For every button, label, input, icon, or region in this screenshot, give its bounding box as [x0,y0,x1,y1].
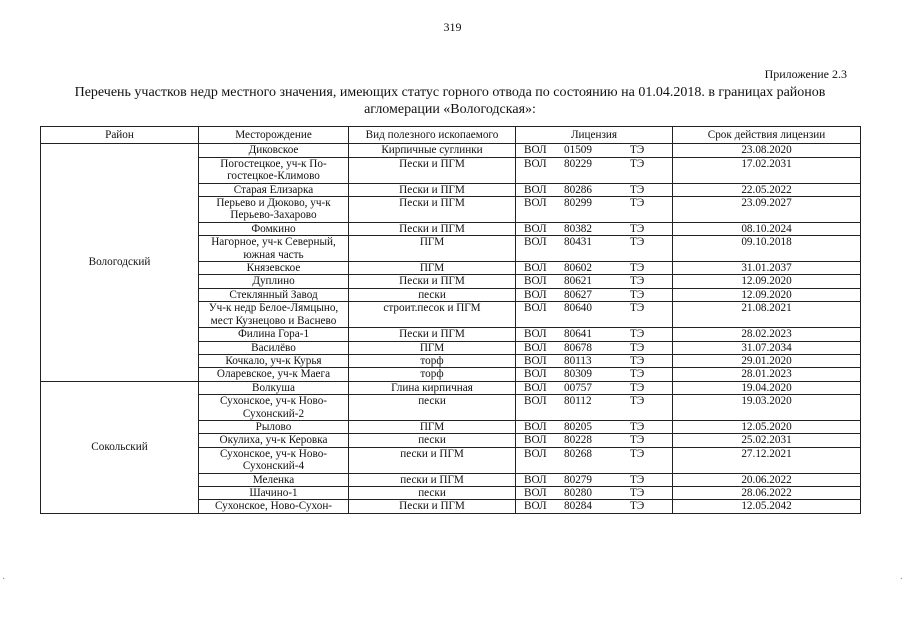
mineral-cell: Пески и ПГМ [349,183,516,196]
license-cell [516,447,673,473]
license-number: 00757 [564,381,592,394]
term-cell: 22.05.2022 [673,183,861,196]
license-cell [516,486,673,499]
license-cell [516,302,673,328]
term-cell: 19.03.2020 [673,395,861,421]
license-type: ТЭ [630,447,645,460]
term-cell: 29.01.2020 [673,354,861,367]
deposit-cell: Сухонское, Ново-Сухон- [199,500,349,513]
term-cell: 19.04.2020 [673,381,861,394]
license-series: ВОЛ [524,302,547,315]
appendix-label: Приложение 2.3 [764,67,847,81]
term-cell: 23.09.2027 [673,197,861,223]
deposit-cell: Перьево и Дюково, уч-к Перьево-Захарово [199,197,349,223]
term-cell: 17.02.2031 [673,157,861,183]
mineral-cell: ПГМ [349,236,516,262]
deposit-cell: Рылово [199,420,349,433]
deposit-cell: Старая Елизарка [199,183,349,196]
license-number: 80280 [564,486,592,499]
mineral-cell: Пески и ПГМ [349,500,516,513]
mineral-cell: Пески и ПГМ [349,222,516,235]
table-row [41,144,861,157]
license-series: ВОЛ [524,275,547,288]
term-cell: 12.05.2020 [673,420,861,433]
license-number: 80309 [564,368,592,381]
mineral-cell: пески [349,486,516,499]
term-cell: 08.10.2024 [673,222,861,235]
license-series: ВОЛ [524,236,547,249]
mineral-cell: Глина кирпичная [349,381,516,394]
header-term: Срок действия лицензии [673,127,861,144]
license-cell [516,368,673,381]
district-cell: Вологодский [41,144,199,381]
mineral-cell: пески [349,395,516,421]
license-type: ТЭ [630,395,645,408]
term-cell: 28.02.2023 [673,328,861,341]
deposit-cell: Князевское [199,262,349,275]
license-cell [516,381,673,394]
margin-mark-left: · [2,574,6,585]
deposit-cell: Филина Гора-1 [199,328,349,341]
license-series: ВОЛ [524,473,547,486]
table-header-row [41,127,861,144]
license-cell [516,395,673,421]
license-series: ВОЛ [524,328,547,341]
license-cell [516,197,673,223]
license-series: ВОЛ [524,341,547,354]
mineral-cell: строит.песок и ПГМ [349,302,516,328]
license-series: ВОЛ [524,420,547,433]
term-cell: 27.12.2021 [673,447,861,473]
term-cell: 12.09.2020 [673,275,861,288]
license-type: ТЭ [630,288,645,301]
license-number: 80382 [564,222,592,235]
license-number: 80205 [564,420,592,433]
term-cell: 20.06.2022 [673,473,861,486]
license-number: 80641 [564,328,592,341]
deposit-cell: Меленка [199,473,349,486]
license-number: 80268 [564,447,592,460]
license-number: 80431 [564,236,592,249]
table-body [41,144,861,513]
license-series: ВОЛ [524,262,547,275]
mineral-cell: Пески и ПГМ [349,275,516,288]
deposit-cell: Волкуша [199,381,349,394]
license-type: ТЭ [630,302,645,315]
license-series: ВОЛ [524,222,547,235]
license-cell [516,434,673,447]
mineral-cell: Пески и ПГМ [349,328,516,341]
deposit-cell: Фомкино [199,222,349,235]
license-type: ТЭ [630,341,645,354]
license-cell [516,500,673,513]
license-number: 80112 [564,395,592,408]
deposit-cell: Сухонское, уч-к Ново-Сухонский-2 [199,395,349,421]
deposit-cell: Нагорное, уч-к Северный, южная часть [199,236,349,262]
deposits-table [40,126,861,514]
license-type: ТЭ [630,473,645,486]
license-cell [516,288,673,301]
term-cell: 28.06.2022 [673,486,861,499]
license-number: 80678 [564,341,592,354]
license-type: ТЭ [630,420,645,433]
term-cell: 21.08.2021 [673,302,861,328]
term-cell: 23.08.2020 [673,144,861,157]
mineral-cell: торф [349,368,516,381]
term-cell: 31.07.2034 [673,341,861,354]
license-type: ТЭ [630,354,645,367]
license-series: ВОЛ [524,354,547,367]
license-type: ТЭ [630,157,645,170]
deposit-cell: Дуплино [199,275,349,288]
mineral-cell: пески и ПГМ [349,473,516,486]
license-type: ТЭ [630,368,645,381]
mineral-cell: пески [349,288,516,301]
license-number: 80113 [564,354,592,367]
term-cell: 12.05.2042 [673,500,861,513]
license-number: 80602 [564,262,592,275]
deposit-cell: Шачино-1 [199,486,349,499]
license-cell [516,354,673,367]
mineral-cell: ПГМ [349,420,516,433]
deposit-cell: Сухонское, уч-к Ново-Сухонский-4 [199,447,349,473]
license-type: ТЭ [630,381,645,394]
license-series: ВОЛ [524,500,547,513]
mineral-cell: торф [349,354,516,367]
deposit-cell: Стеклянный Завод [199,288,349,301]
license-type: ТЭ [630,434,645,447]
license-cell [516,262,673,275]
license-series: ВОЛ [524,144,547,157]
license-series: ВОЛ [524,288,547,301]
deposit-cell: Погостецкое, уч-к По-гостецкое-Климово [199,157,349,183]
license-series: ВОЛ [524,447,547,460]
table-row [41,381,861,394]
mineral-cell: Кирпичные суглинки [349,144,516,157]
license-cell [516,420,673,433]
license-number: 80627 [564,288,592,301]
license-type: ТЭ [630,275,645,288]
mineral-cell: пески [349,434,516,447]
license-series: ВОЛ [524,183,547,196]
header-license: Лицензия [516,127,673,144]
license-cell [516,222,673,235]
term-cell: 28.01.2023 [673,368,861,381]
header-district: Район [41,127,199,144]
deposit-cell: Оларевское, уч-к Маега [199,368,349,381]
document-title: Перечень участков недр местного значения, имеющих статус горного отвода по состоянию на 01.04.2018. в границах районов агломерации «Вологодская»: [74,85,826,117]
license-cell [516,473,673,486]
license-number: 80621 [564,275,592,288]
mineral-cell: пески и ПГМ [349,447,516,473]
license-type: ТЭ [630,486,645,499]
license-number: 80228 [564,434,592,447]
license-type: ТЭ [630,144,645,157]
license-series: ВОЛ [524,395,547,408]
license-number: 01509 [564,144,592,157]
license-cell [516,144,673,157]
license-number: 80299 [564,197,592,210]
mineral-cell: Пески и ПГМ [349,197,516,223]
license-cell [516,328,673,341]
deposit-cell: Кочкало, уч-к Курья [199,354,349,367]
license-type: ТЭ [630,262,645,275]
district-cell: Сокольский [41,381,199,513]
license-series: ВОЛ [524,368,547,381]
license-number: 80284 [564,500,592,513]
license-series: ВОЛ [524,197,547,210]
deposit-cell: Уч-к недр Белое-Лямцыно, мест Кузнецово и Васнево [199,302,349,328]
license-cell [516,236,673,262]
license-cell [516,341,673,354]
license-type: ТЭ [630,328,645,341]
term-cell: 25.02.2031 [673,434,861,447]
margin-mark-right: · [899,574,903,585]
license-cell [516,157,673,183]
license-type: ТЭ [630,183,645,196]
license-number: 80229 [564,157,592,170]
license-number: 80279 [564,473,592,486]
license-series: ВОЛ [524,157,547,170]
license-series: ВОЛ [524,486,547,499]
license-type: ТЭ [630,500,645,513]
term-cell: 09.10.2018 [673,236,861,262]
license-type: ТЭ [630,236,645,249]
deposit-cell: Окулиха, уч-к Керовка [199,434,349,447]
license-cell [516,183,673,196]
license-cell [516,275,673,288]
deposit-cell: Диковское [199,144,349,157]
mineral-cell: ПГМ [349,341,516,354]
license-type: ТЭ [630,222,645,235]
license-type: ТЭ [630,197,645,210]
page-number: 319 [443,20,462,34]
license-series: ВОЛ [524,381,547,394]
header-deposit: Месторождение [199,127,349,144]
term-cell: 31.01.2037 [673,262,861,275]
header-mineral: Вид полезного ископаемого [349,127,516,144]
mineral-cell: ПГМ [349,262,516,275]
deposit-cell: Василёво [199,341,349,354]
term-cell: 12.09.2020 [673,288,861,301]
license-number: 80640 [564,302,592,315]
license-series: ВОЛ [524,434,547,447]
license-number: 80286 [564,183,592,196]
mineral-cell: Пески и ПГМ [349,157,516,183]
